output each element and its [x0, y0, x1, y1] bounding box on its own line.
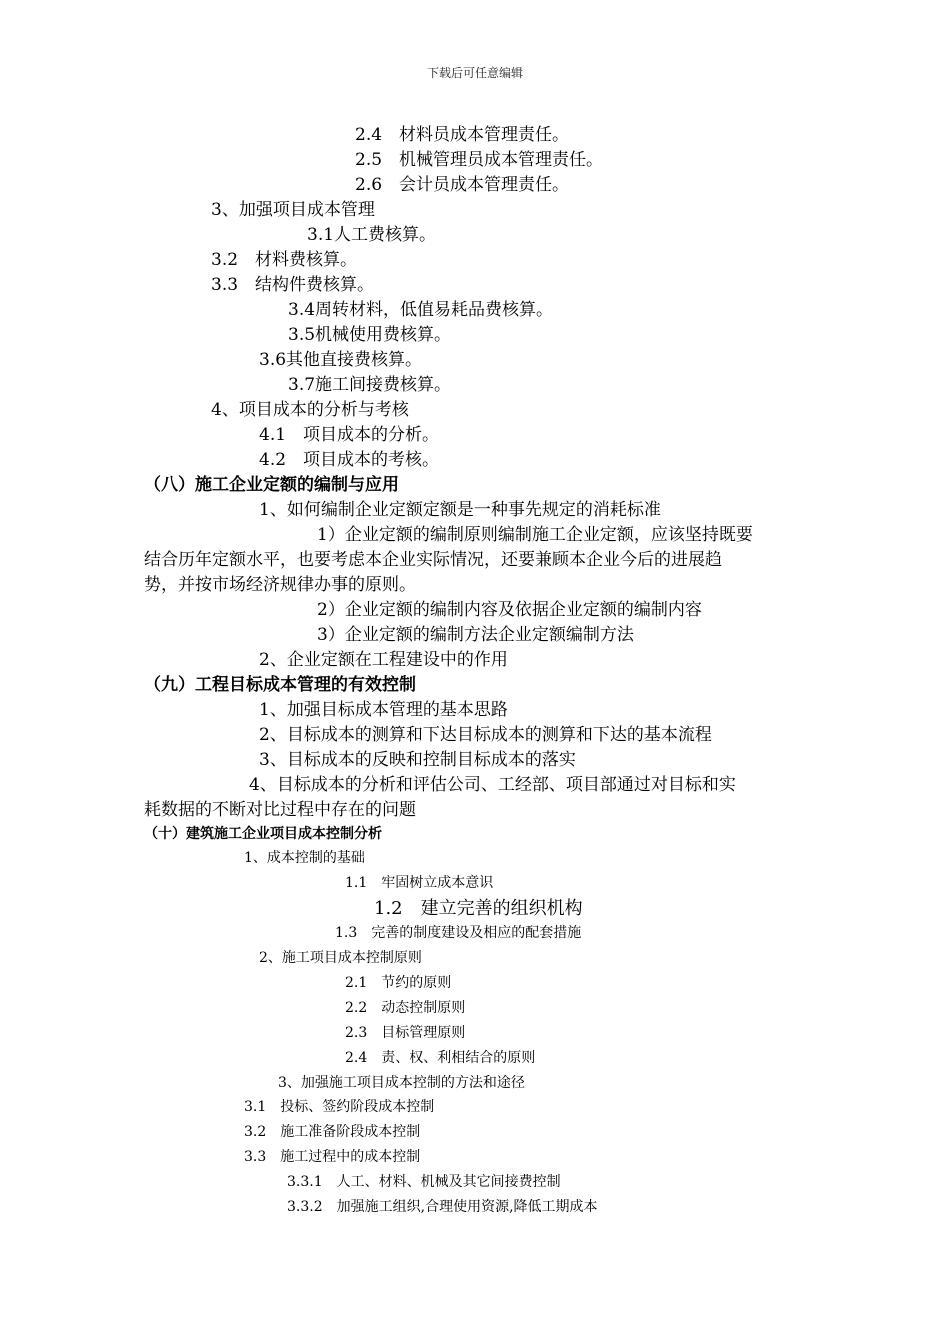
text-line: 1、成本控制的基础: [244, 850, 365, 866]
text-line: 2.6 会计员成本管理责任。: [355, 175, 570, 195]
text-line: 2.1 节约的原则: [345, 975, 452, 991]
section-heading: （九）工程目标成本管理的有效控制: [144, 675, 416, 695]
text-line: 3.1 投标、签约阶段成本控制: [244, 1099, 435, 1115]
text-line: 1）企业定额的编制原则编制施工企业定额，应该坚持既要: [317, 525, 753, 545]
text-line: 3、加强施工项目成本控制的方法和途径: [278, 1075, 525, 1091]
text-line: 2）企业定额的编制内容及依据企业定额的编制内容: [317, 600, 702, 620]
text-line: 3.3 结构件费核算。: [211, 275, 375, 295]
text-line: 2、目标成本的测算和下达目标成本的测算和下达的基本流程: [259, 725, 712, 745]
text-line: 4.2 项目成本的考核。: [259, 450, 440, 470]
text-line: 1、加强目标成本管理的基本思路: [259, 700, 508, 720]
text-line: 3.3.2 加强施工组织,合理使用资源,降低工期成本: [287, 1199, 598, 1215]
text-line: 2、施工项目成本控制原则: [259, 950, 422, 966]
text-line: 3.7施工间接费核算。: [288, 375, 452, 395]
text-line: 1.2 建立完善的组织机构: [374, 898, 583, 919]
text-line: 1、如何编制企业定额定额是一种事先规定的消耗标准: [259, 500, 661, 520]
text-line: 势，并按市场经济规律办事的原则。: [144, 575, 416, 595]
text-line: 4、项目成本的分析与考核: [211, 400, 409, 420]
text-line: 1.3 完善的制度建设及相应的配套措施: [335, 925, 582, 941]
text-line: 结合历年定额水平，也要考虑本企业实际情况，还要兼顾本企业今后的进展趋: [144, 550, 722, 570]
text-line: 3.1人工费核算。: [307, 225, 437, 245]
text-line: 2.3 目标管理原则: [345, 1025, 466, 1041]
text-line: 耗数据的不断对比过程中存在的问题: [144, 800, 416, 820]
text-line: 2、企业定额在工程建设中的作用: [259, 650, 508, 670]
text-line: 3、加强项目成本管理: [211, 200, 375, 220]
text-line: 3.5机械使用费核算。: [288, 325, 452, 345]
text-line: 2.4 材料员成本管理责任。: [355, 125, 570, 145]
section-heading: （八）施工企业定额的编制与应用: [144, 475, 399, 495]
page-header: 下载后可任意编辑: [426, 66, 523, 80]
text-line: 4.1 项目成本的分析。: [259, 425, 440, 445]
section-heading: （十）建筑施工企业项目成本控制分析: [144, 826, 382, 842]
text-line: 3.3 施工过程中的成本控制: [244, 1149, 421, 1165]
text-line: 3.2 材料费核算。: [211, 250, 358, 270]
text-line: 2.5 机械管理员成本管理责任。: [355, 150, 604, 170]
text-line: 4、目标成本的分析和评估公司、工经部、项目部通过对目标和实: [249, 775, 736, 795]
text-line: 3.2 施工准备阶段成本控制: [244, 1124, 421, 1140]
text-line: 3.3.1 人工、材料、机械及其它间接费控制: [287, 1174, 561, 1190]
text-line: 3.6其他直接费核算。: [259, 350, 423, 370]
text-line: 3、目标成本的反映和控制目标成本的落实: [259, 750, 576, 770]
text-line: 3.4周转材料，低值易耗品费核算。: [288, 300, 554, 320]
text-line: 3）企业定额的编制方法企业定额编制方法: [317, 625, 634, 645]
text-line: 2.4 责、权、利相结合的原则: [345, 1050, 536, 1066]
text-line: 2.2 动态控制原则: [345, 1000, 466, 1016]
text-line: 1.1 牢固树立成本意识: [345, 875, 494, 891]
